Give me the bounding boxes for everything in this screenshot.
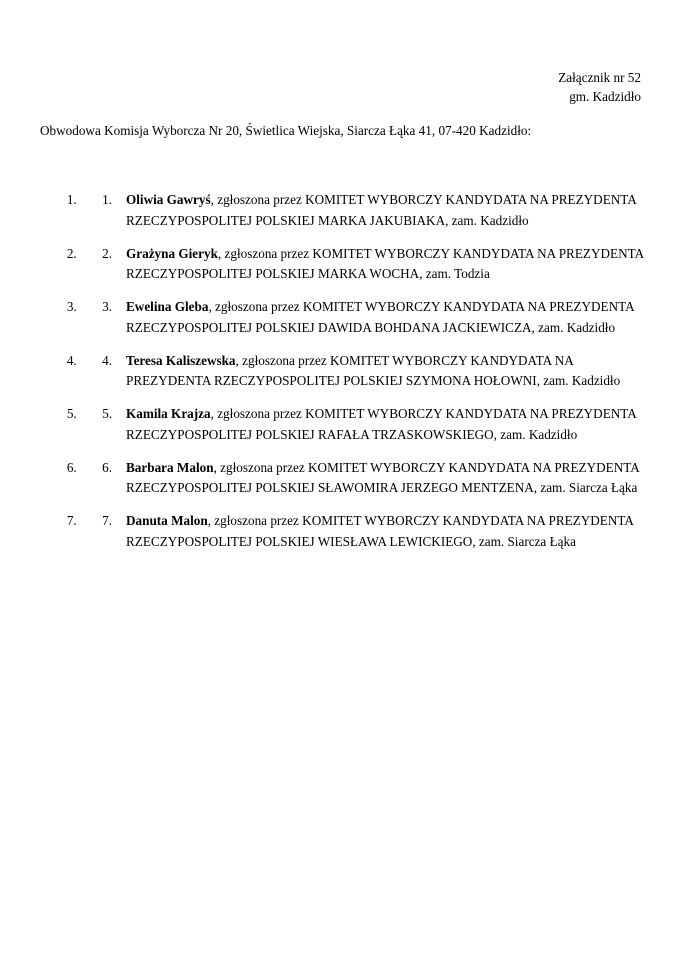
list-item-number: 2. 2. [102, 245, 112, 261]
candidate-nomination-text: , zgłoszona przez KOMITET WYBORCZY KANDYDATA NA PREZYDENTA [210, 192, 637, 207]
list-item-line-2: RZECZYPOSPOLITEJ POLSKIEJ SŁAWOMIRA JERZEGO MENTZENA, zam. Siarcza Łąka [126, 480, 638, 495]
list-item [80, 458, 679, 499]
list-item [80, 190, 679, 231]
list-item-text [126, 297, 679, 338]
candidate-name: Kamila Krajza [126, 406, 211, 421]
list-item-line-1 [126, 458, 679, 479]
list-item-line-2: RZECZYPOSPOLITEJ POLSKIEJ DAWIDA BOHDANA JACKIEWICZA, zam. Kadzidło [126, 319, 616, 335]
list-item-number: 4. 4. [102, 352, 112, 368]
candidate-name: Barbara Malon [126, 459, 214, 475]
list-item-line-2: RZECZYPOSPOLITEJ POLSKIEJ MARKA JAKUBIAKA, zam. Kadzidło [126, 212, 529, 228]
list-item-number: 7. 7. [102, 513, 112, 528]
list-item-line-2: PREZYDENTA RZECZYPOSPOLITEJ POLSKIEJ SZYMONA HOŁOWNI, zam. Kadzidło [126, 373, 621, 388]
list-item-line-2: RZECZYPOSPOLITEJ POLSKIEJ WIESŁAWA LEWICKIEGO, zam. Siarcza Łąka [126, 533, 576, 549]
list-item-line-1 [126, 244, 679, 265]
candidate-name: Ewelina Gleba [126, 299, 209, 314]
candidate-nomination-text: , zgłoszona przez KOMITET WYBORCZY KANDYDATA NA [235, 352, 574, 368]
list-item-text [126, 511, 679, 552]
attachment-number-label: Załącznik nr 52 [558, 70, 641, 85]
candidate-name: Danuta Malon [126, 513, 208, 528]
candidate-nomination-text: , zgłoszona przez KOMITET WYBORCZY KANDYDATA NA PREZYDENTA [207, 513, 634, 528]
list-item [80, 297, 679, 338]
list-item-line-1 [126, 190, 679, 211]
list-item-line-1 [126, 351, 679, 372]
list-item-line-2: RZECZYPOSPOLITEJ POLSKIEJ MARKA WOCHA, zam. Todzia [126, 266, 490, 281]
list-item-number: 6. 6. [102, 459, 112, 475]
list-item-number: 1. 1. [102, 192, 112, 207]
commission-heading: Obwodowa Komisja Wyborcza Nr 20, Świetlica Wiejska, Siarcza Łąka 41, 07-420 Kadzidło: [40, 123, 532, 138]
list-item-line-2: RZECZYPOSPOLITEJ POLSKIEJ RAFAŁA TRZASKOWSKIEGO, zam. Kadzidło [126, 426, 578, 442]
list-item-text [126, 458, 679, 499]
list-item-text [126, 190, 679, 231]
list-item-text [126, 404, 679, 445]
list-item [80, 511, 679, 552]
candidate-nomination-text: , zgłoszona przez KOMITET WYBORCZY KANDYDATA NA PREZYDENTA [210, 406, 637, 421]
document-header [241, 68, 641, 106]
candidate-nomination-text: , zgłoszona przez KOMITET WYBORCZY KANDYDATA NA PREZYDENTA [213, 459, 640, 475]
candidate-name: Oliwia Gawryś [126, 192, 211, 207]
candidate-name: Grażyna Gieryk [126, 245, 218, 261]
list-item-line-1 [126, 511, 679, 532]
candidate-name: Teresa Kaliszewska [126, 352, 236, 368]
candidate-nomination-text: , zgłoszona przez KOMITET WYBORCZY KANDYDATA NA PREZYDENTA [217, 245, 645, 261]
list-item [80, 244, 679, 285]
list-item [80, 404, 679, 445]
list-item-number: 3. 3. [102, 299, 112, 314]
candidate-list [40, 190, 679, 552]
list-item [80, 351, 679, 392]
candidate-nomination-text: , zgłoszona przez KOMITET WYBORCZY KANDYDATA NA PREZYDENTA [208, 299, 635, 314]
list-item-text [126, 244, 679, 285]
list-item-number: 5. 5. [102, 406, 112, 421]
list-item-line-1 [126, 404, 679, 425]
list-item-text [126, 351, 679, 392]
municipality-label: gm. Kadzidło [569, 89, 641, 104]
list-item-line-1 [126, 297, 679, 318]
